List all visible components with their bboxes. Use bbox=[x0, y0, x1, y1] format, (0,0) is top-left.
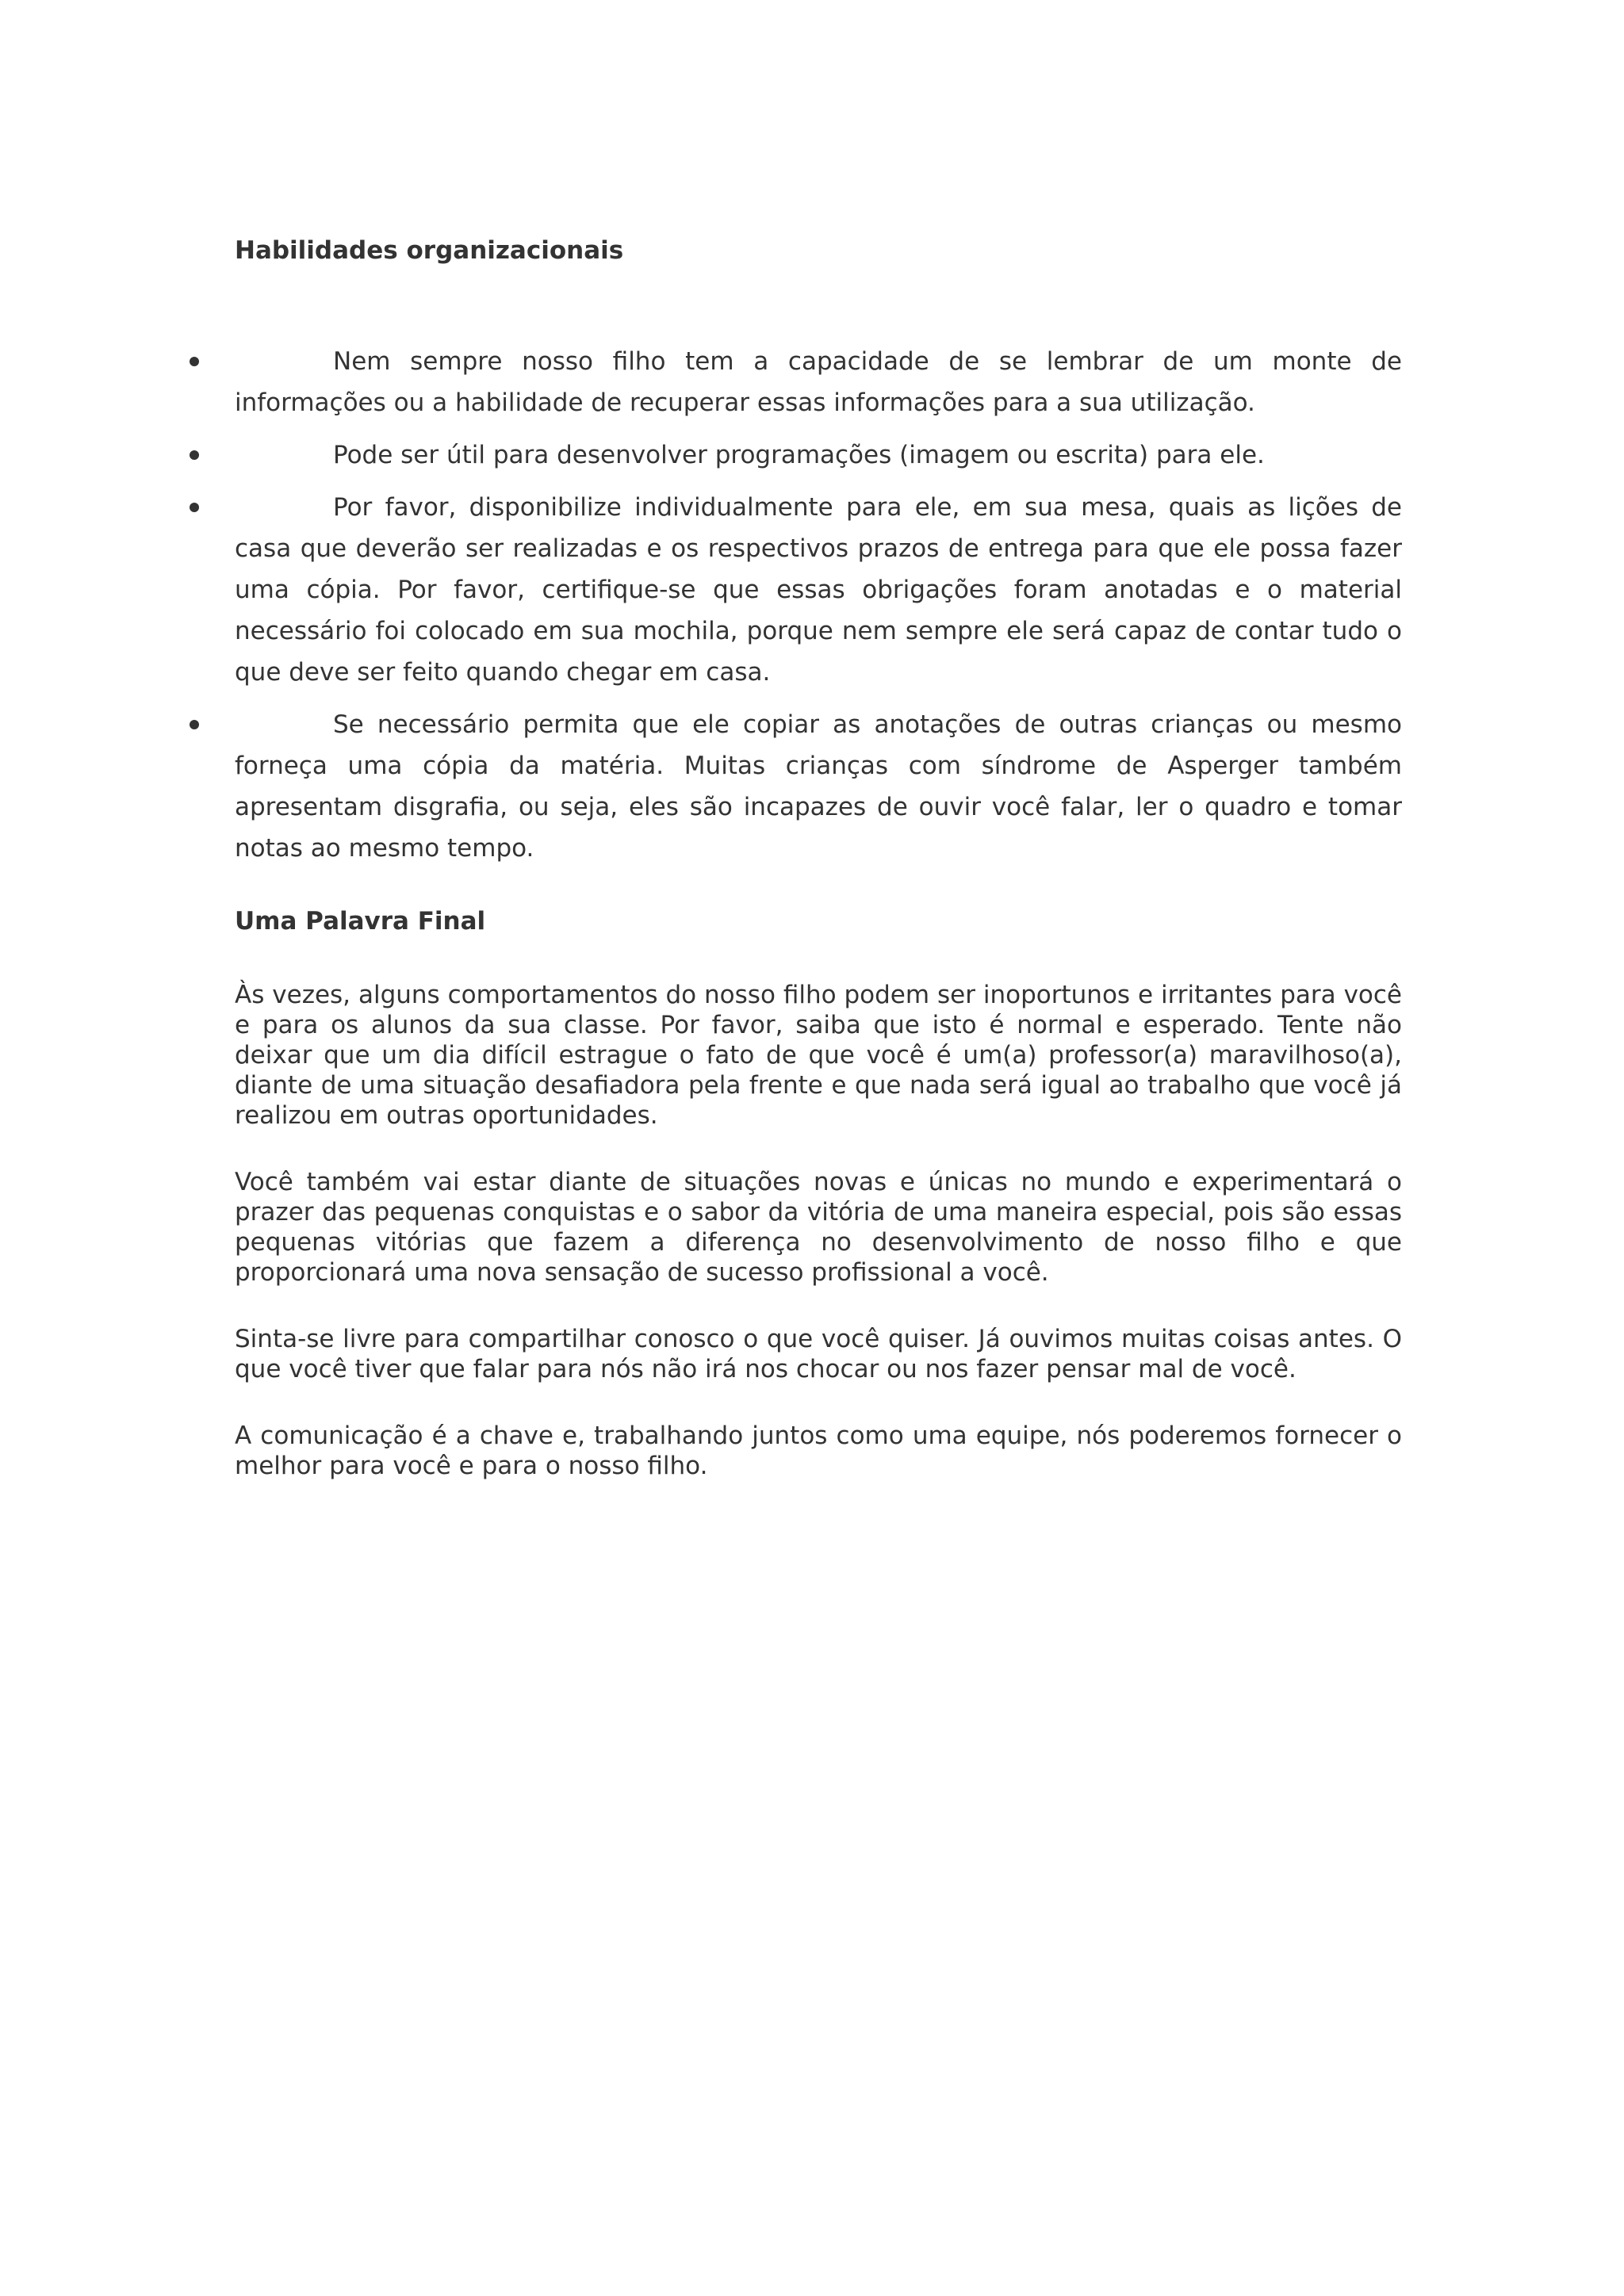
paragraph: Às vezes, alguns comportamentos do nosso filho podem ser inoportunos e irritantes para você e para os alunos da sua classe. Por favor, saiba que isto é normal e esperado. Tente não deixar que um dia difícil estrague o fato de que você é um(a) professor(a) maravilhoso(a), diante de uma situação desafiadora pela frente e que nada será igual ao trabalho que você já realizou em outras oportunidades. bbox=[235, 981, 1402, 1130]
list-item bbox=[235, 434, 1402, 476]
list-item-text: Por favor, disponibilize individualmente para ele, em sua mesa, quais as lições de casa que deverão ser realizadas e os respectivos prazos de entrega para que ele possa fazer uma cópia. Por favor, certifique-se que essas obrigações foram anotadas e o material necessário foi colocado em sua mochila, porque nem sempre ele será capaz de contar tudo o que deve ser feito quando chegar em casa. bbox=[235, 493, 1402, 687]
paragraph: A comunicação é a chave e, trabalhando juntos como uma equipe, nós poderemos fornecer o melhor para você e para o nosso filho. bbox=[235, 1422, 1402, 1480]
list-item bbox=[235, 487, 1402, 693]
bullet-icon bbox=[190, 357, 199, 366]
paragraph: Você também vai estar diante de situações novas e únicas no mundo e experimentará o prazer das pequenas conquistas e o sabor da vitória de uma maneira especial, pois são essas pequenas vitórias que fazem a diferença no desenvolvimento de nosso filho e que proporcionará uma nova sensação de sucesso profissional a você. bbox=[235, 1168, 1402, 1287]
bullet-icon bbox=[190, 450, 199, 460]
list-item-text: Se necessário permita que ele copiar as anotações de outras crianças ou mesmo forneça uma cópia da matéria. Muitas crianças com síndrome de Asperger também apresentam disgrafia, ou seja, eles são incapazes de ouvir você falar, ler o quadro e tomar notas ao mesmo tempo. bbox=[235, 710, 1402, 863]
bullet-icon bbox=[190, 720, 199, 729]
document-body bbox=[235, 230, 1402, 1517]
section-heading-final-word: Uma Palavra Final bbox=[235, 907, 486, 936]
list-item bbox=[235, 704, 1402, 869]
list-item bbox=[235, 341, 1402, 423]
bullet-list bbox=[235, 341, 1402, 869]
list-item-text: Pode ser útil para desenvolver programações (imagem ou escrita) para ele. bbox=[333, 441, 1265, 469]
section-heading-organizational-skills: Habilidades organizacionais bbox=[235, 236, 624, 265]
paragraph: Sinta-se livre para compartilhar conosco o que você quiser. Já ouvimos muitas coisas antes. O que você tiver que falar para nós não irá nos chocar ou nos fazer pensar mal de você. bbox=[235, 1325, 1402, 1383]
list-item-text: Nem sempre nosso filho tem a capacidade de se lembrar de um monte de informações ou a habilidade de recuperar essas informações para a sua utilização. bbox=[235, 347, 1402, 417]
bullet-icon bbox=[190, 503, 199, 512]
